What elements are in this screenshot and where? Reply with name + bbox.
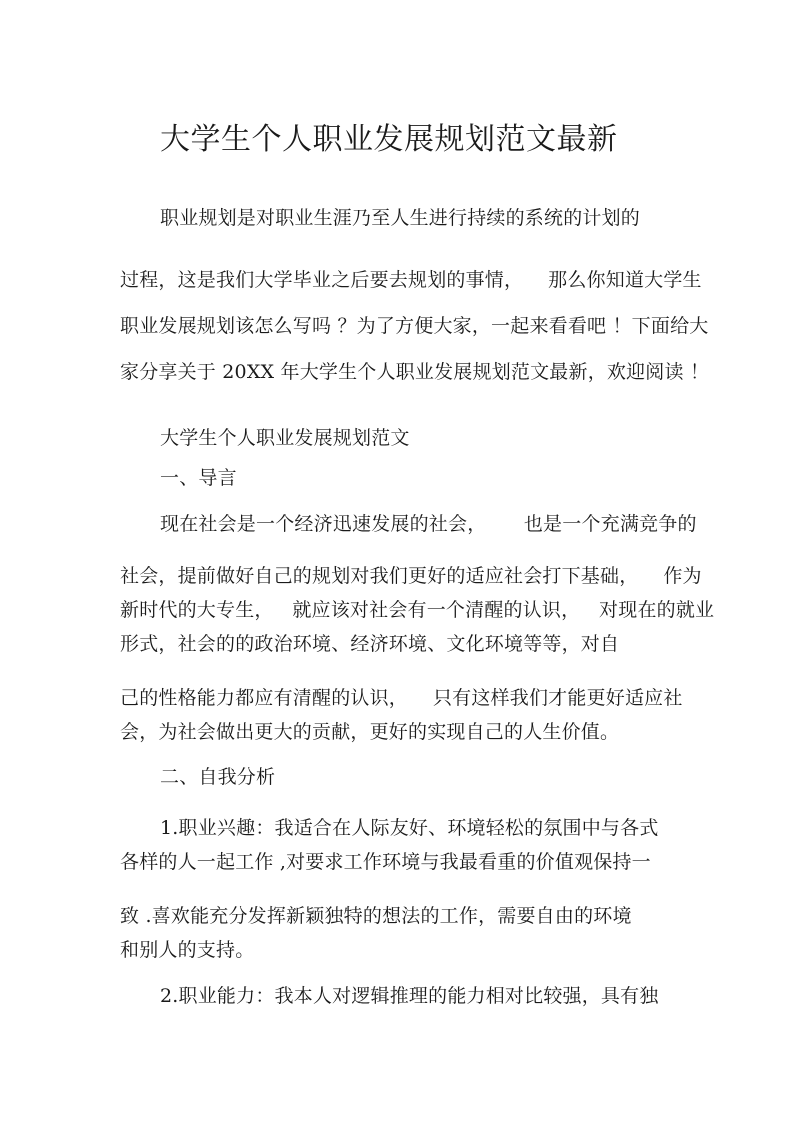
part1-line-1: 现在社会是一个经济迅速发展的社会， 也是一个充满竞争的 <box>160 513 697 535</box>
item1-line-4: 和别人的支持。 <box>120 939 255 961</box>
intro-line-1: 职业规划是对职业生涯乃至人生进行持续的系统的计划的 <box>160 207 641 229</box>
part2-heading: 二、自我分析 <box>160 766 276 788</box>
item1-line-1: 1.职业兴趣：我适合在人际友好、环境轻松的氛围中与各式 <box>160 817 659 839</box>
item2-line-1: 2.职业能力：我本人对逻辑推理的能力相对比较强，具有独 <box>160 985 659 1007</box>
intro-line-3: 职业发展规划该怎么写吗 ？为了方便大家，一起来看看吧 ！下面给大 <box>120 315 709 337</box>
part1-line-2: 社会，提前做好自己的规划对我们更好的适应社会打下基础， 作为 <box>120 565 702 587</box>
item1-line-3: 致 .喜欢能充分发挥新颖独特的想法的工作，需要自由的环境 <box>120 905 632 927</box>
section-heading: 大学生个人职业发展规划范文 <box>160 427 410 449</box>
part1-heading: 一、导言 <box>160 467 237 489</box>
part1-line-5: 己的性格能力都应有清醒的认识， 只有这样我们才能更好适应社 <box>120 687 683 709</box>
part1-line-4: 形式，社会的的政治环境、经济环境、文化环境等等，对自 <box>120 633 620 655</box>
item1-line-2: 各样的人一起工作 ,对要求工作环境与我最看重的价值观保持一 <box>120 851 651 873</box>
document-title: 大学生个人职业发展规划范文最新 <box>160 122 618 157</box>
intro-line-4: 家分享关于 20XX 年大学生个人职业发展规划范文最新，欢迎阅读 ！ <box>120 361 710 383</box>
intro-line-2: 过程，这是我们大学毕业之后要去规划的事情， 那么你知道大学生 <box>120 269 702 291</box>
part1-line-3: 新时代的大专生， 就应该对社会有一个清醒的认识， 对现在的就业 <box>120 599 715 621</box>
part1-line-6: 会，为社会做出更大的贡献，更好的实现自己的人生价值。 <box>120 721 620 743</box>
